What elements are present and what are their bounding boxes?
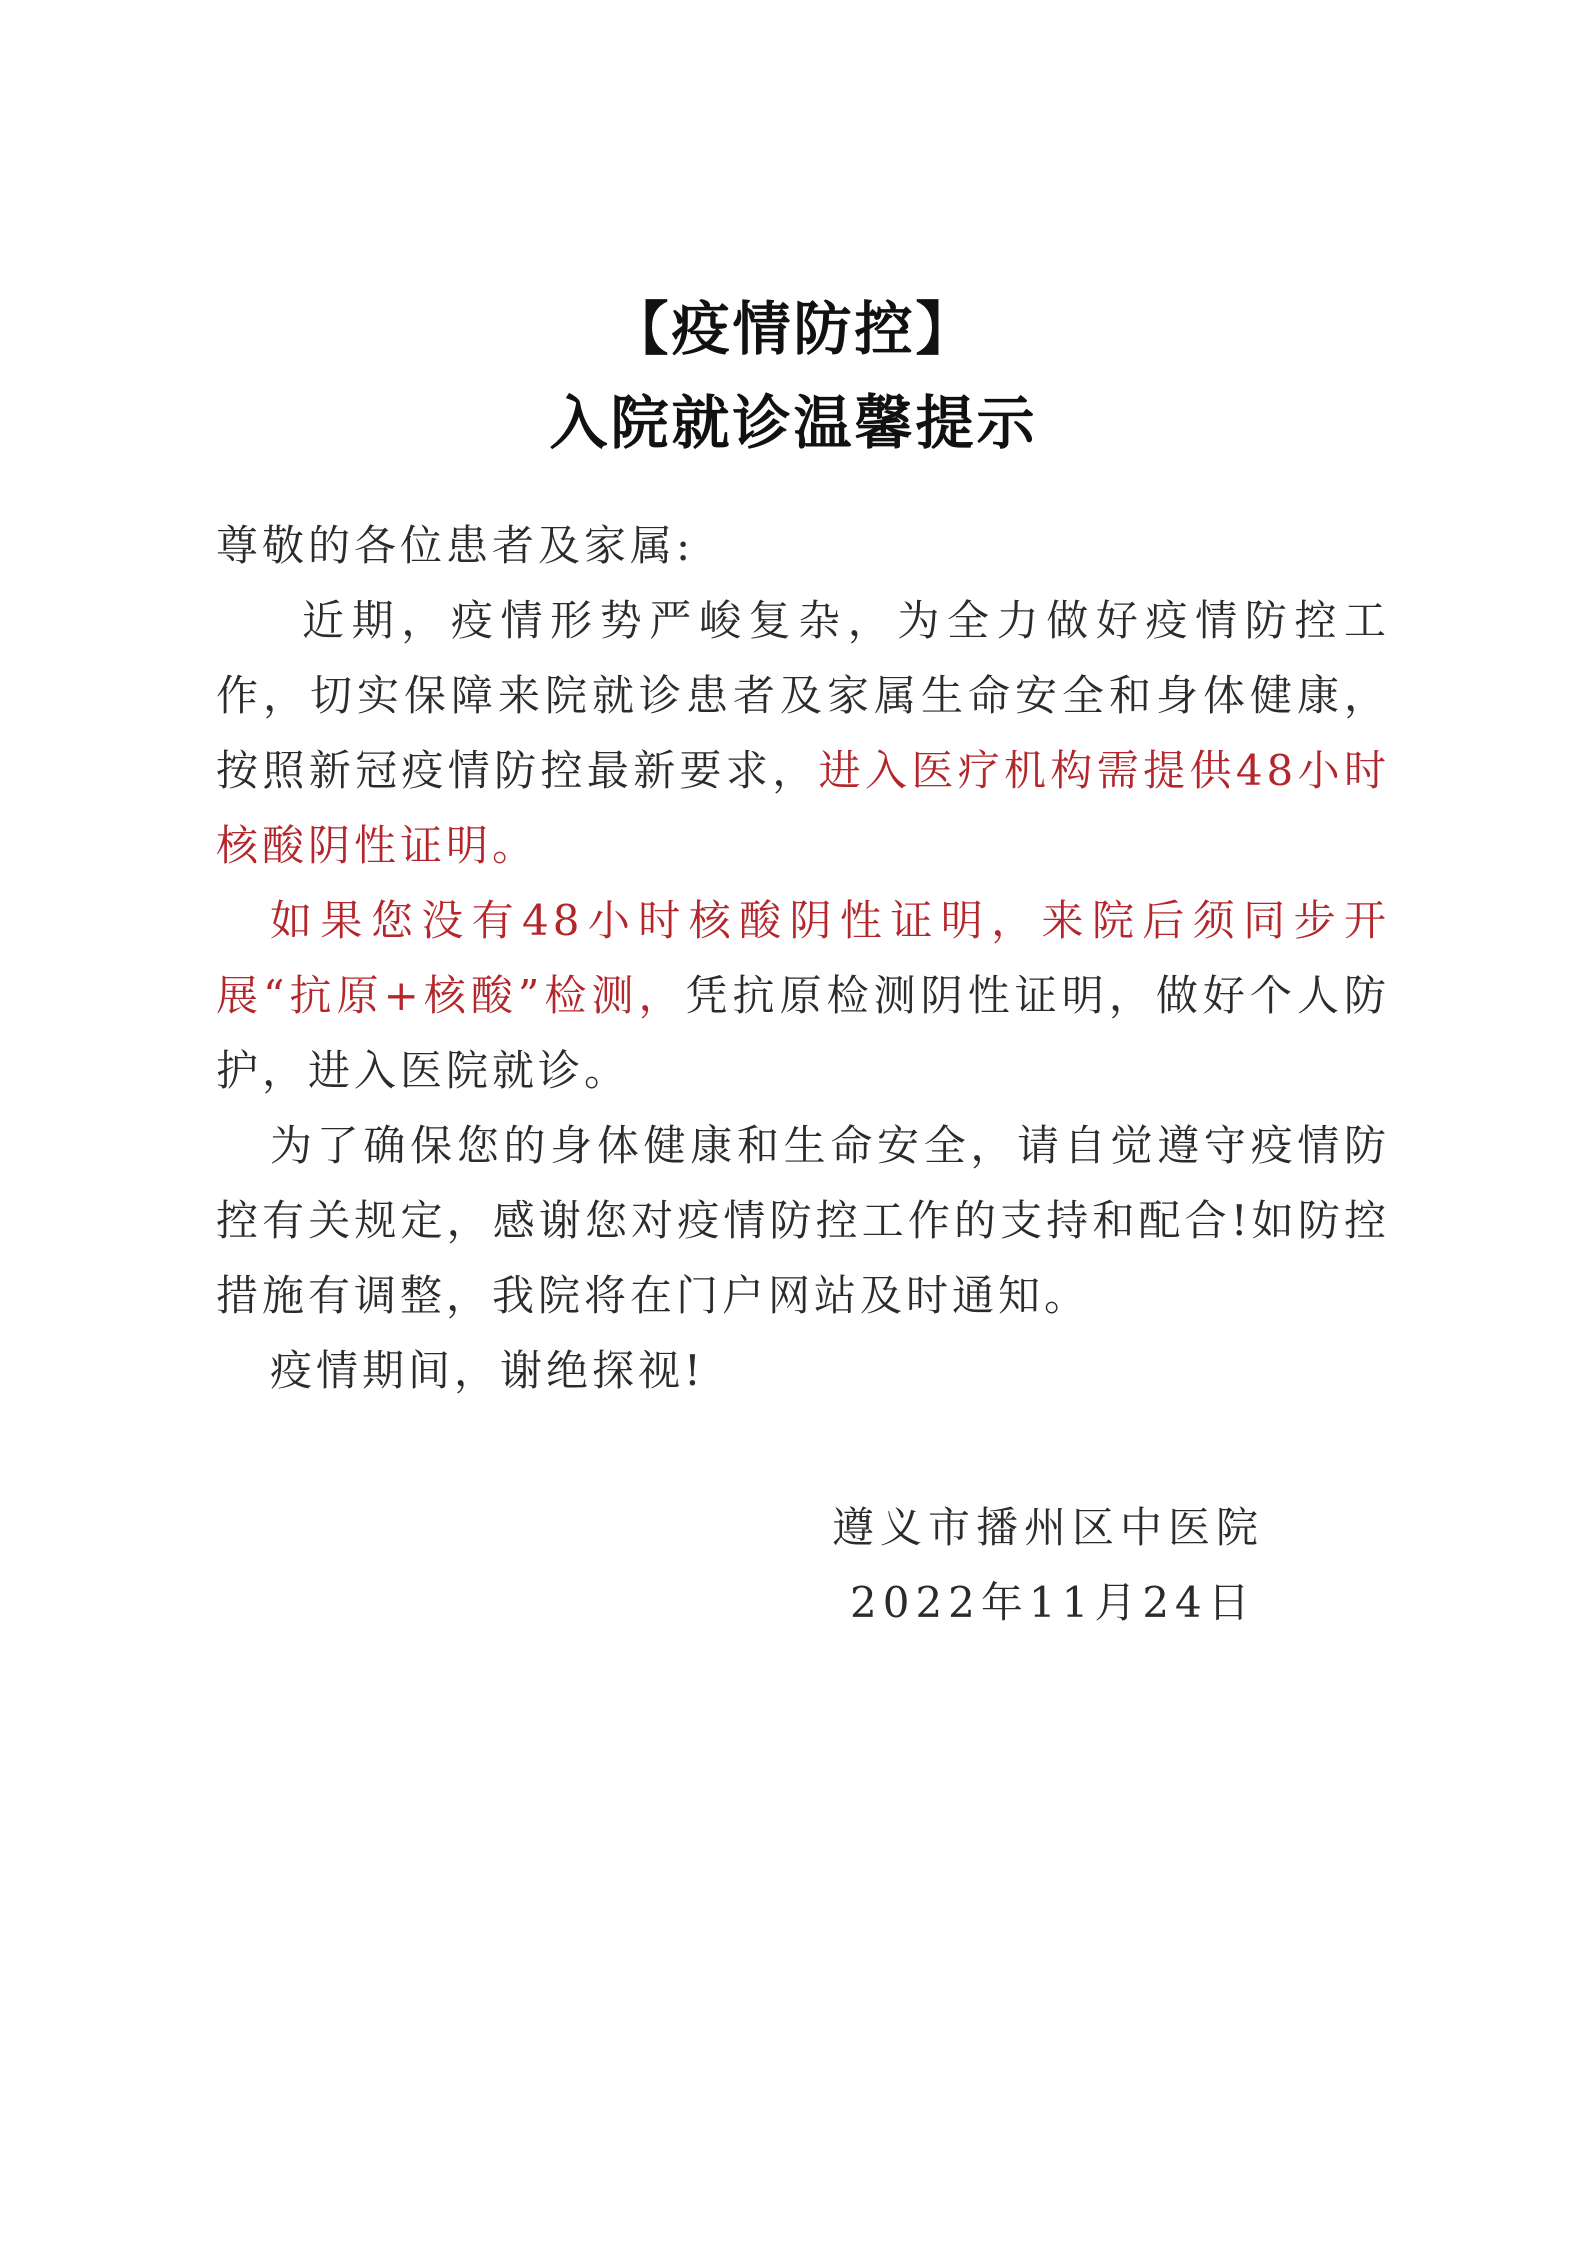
paragraph-2 [216,883,1390,1108]
title-line-2: 入院就诊温馨提示 [549,389,1038,457]
signature-date: 2022年11月24日 [850,1578,1256,1627]
paragraph-1 [216,583,1390,883]
paragraph-2-highlight: 如果您没有48小时核酸阴性证明，来院后须同步开展“抗原+核酸”检测， [216,896,1390,1020]
paragraph-2-text: 凭抗原检测阴性证明，做好个人防护，进入医院就诊。 [216,971,1390,1095]
signature-organization: 遵义市播州区中医院 [832,1503,1265,1552]
paragraph-3: 为了确保您的身体健康和生命安全，请自觉遵守疫情防控有关规定，感谢您对疫情防控工作的支持和配合!如防控措施有调整，我院将在门户网站及时通知。 [216,1121,1390,1320]
paragraph-1-highlight: 进入医疗机构需提供48小时核酸阴性证明。 [216,746,1390,870]
paragraph-1-text: 近期，疫情形势严峻复杂，为全力做好疫情防控工作，切实保障来院就诊患者及家属生命安全和身体健康，按照新冠疫情防控最新要求， [216,596,1390,795]
salutation: 尊敬的各位患者及家属: [216,521,695,570]
notice-body [216,508,1390,1408]
notice-title [0,282,1587,470]
paragraph-4: 疫情期间，谢绝探视! [270,1346,705,1395]
title-line-1: 【疫情防控】 [610,295,977,363]
